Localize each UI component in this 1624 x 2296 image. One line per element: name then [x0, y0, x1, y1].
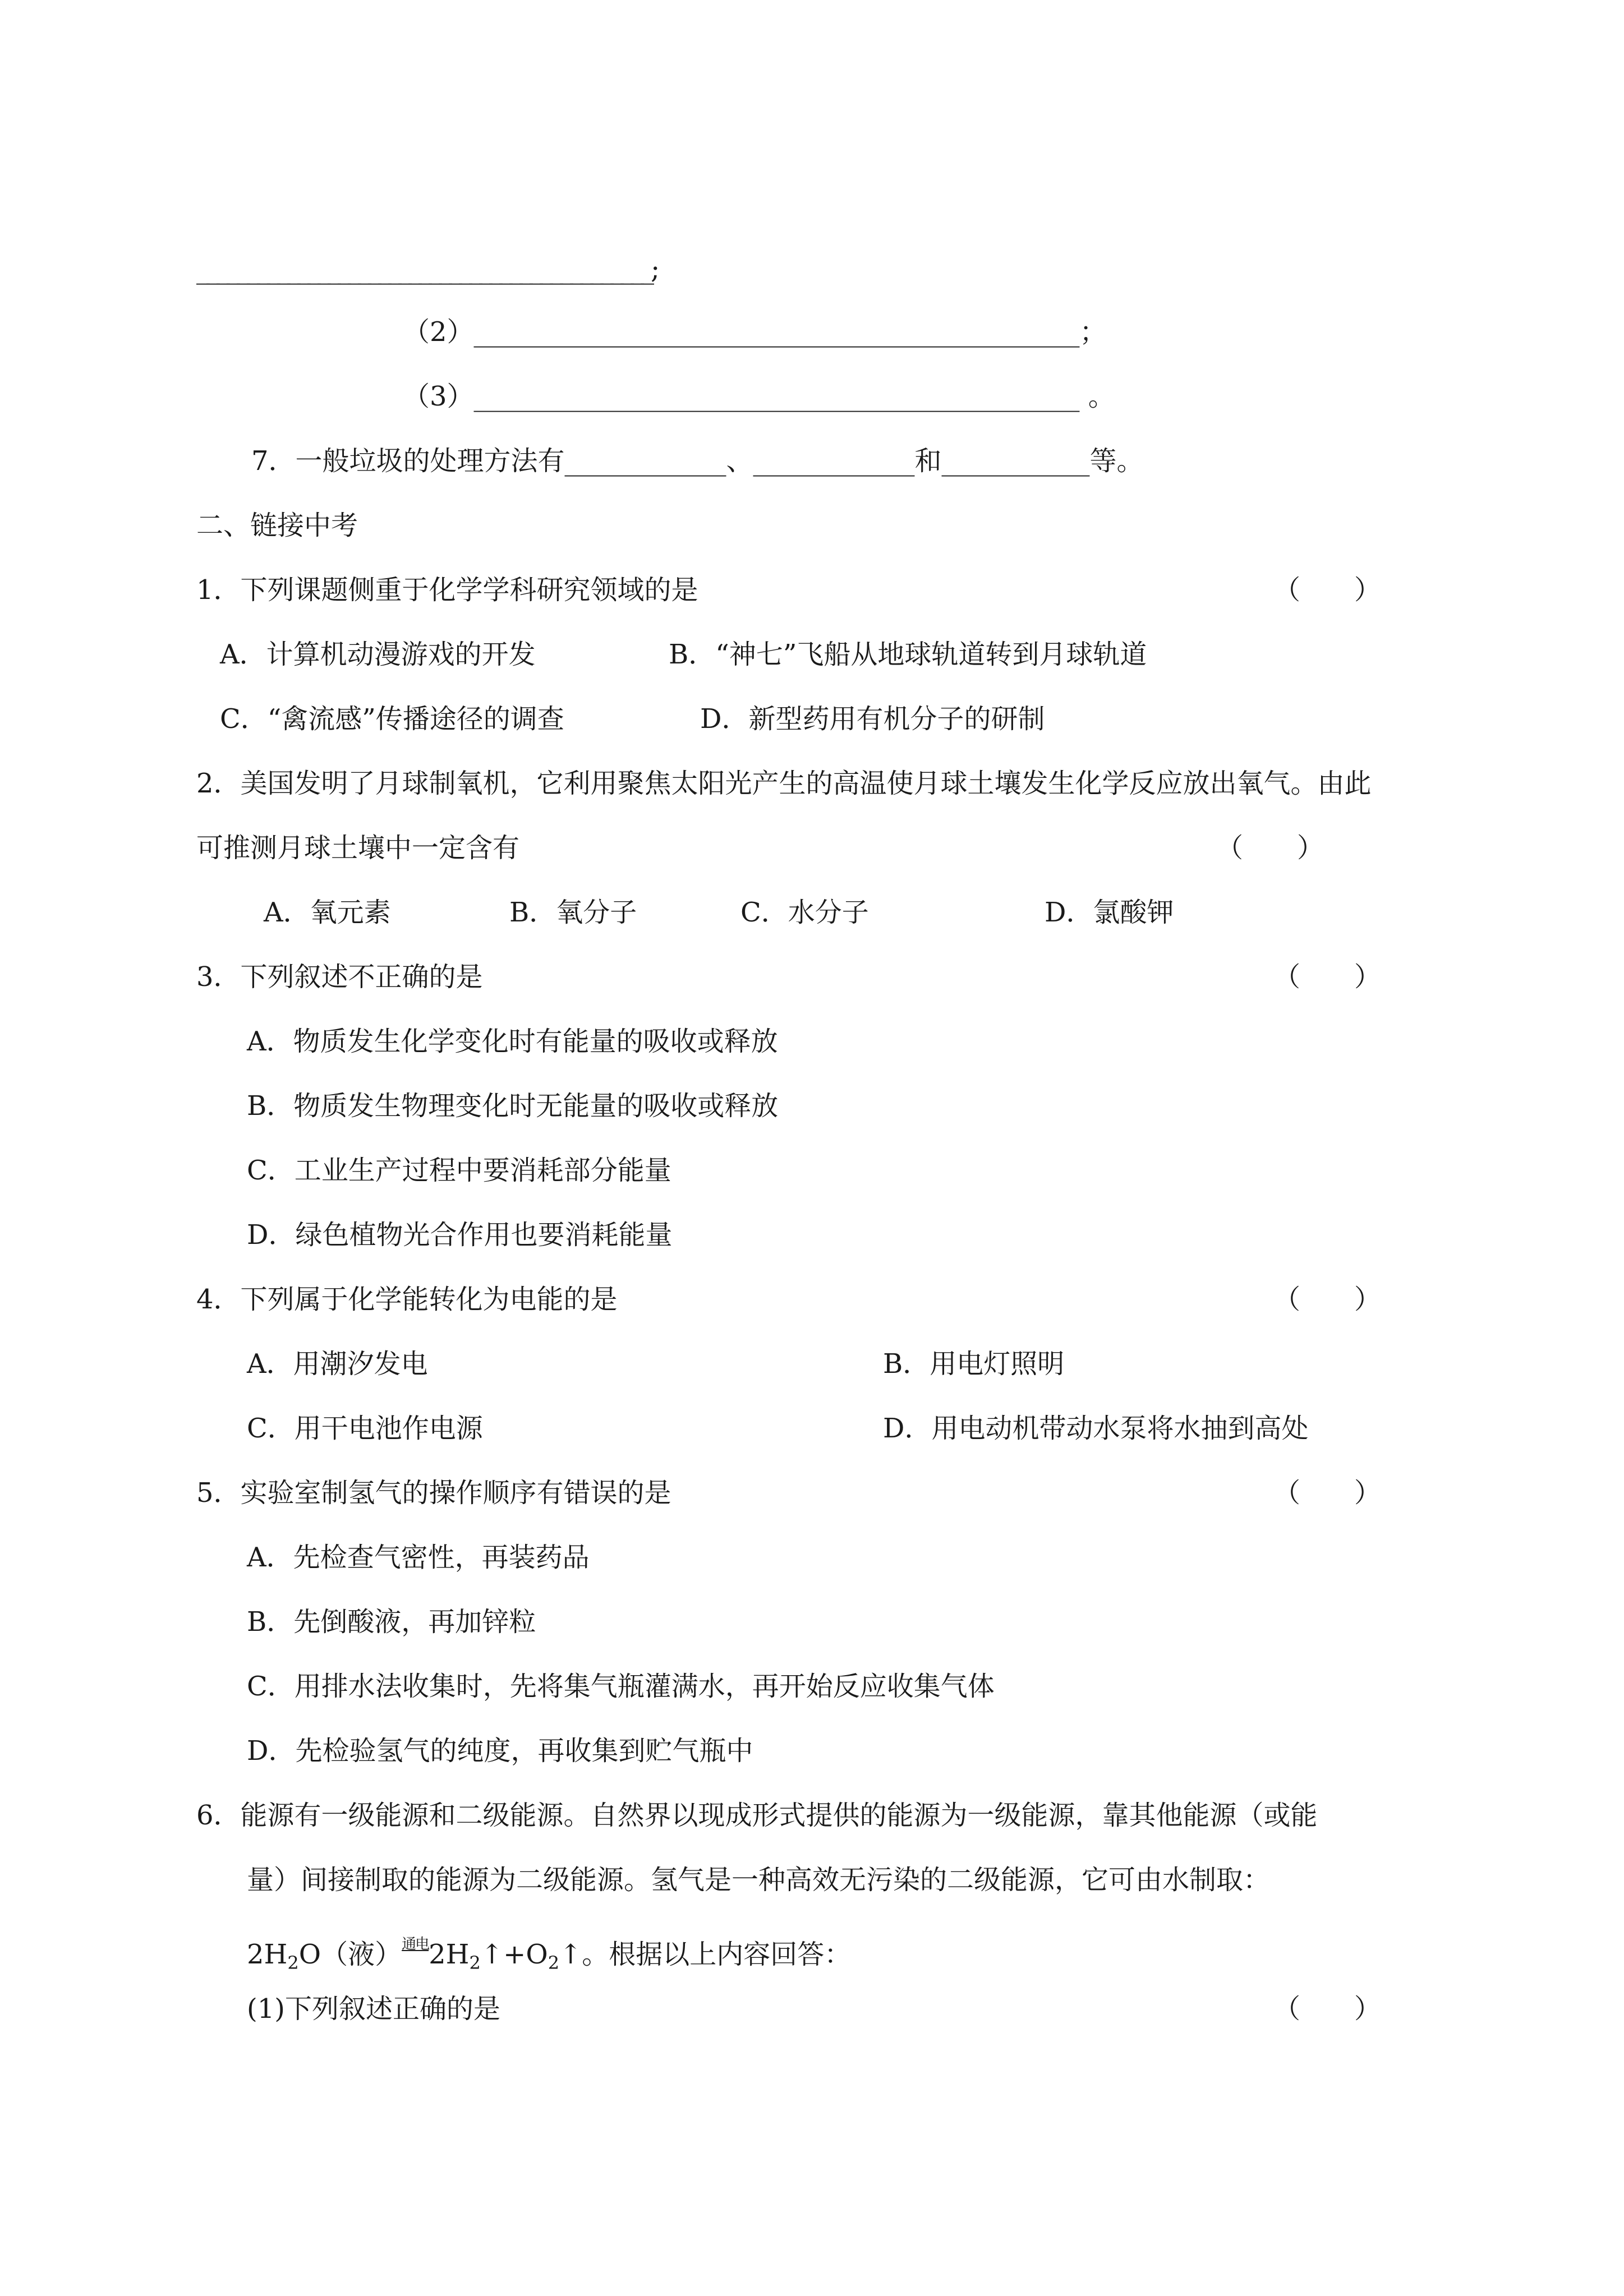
question-7: 7．一般垃圾的处理方法有____________、____________和___________等。 — [251, 445, 1144, 477]
question-4-stem: 4．下列属于化学能转化为电能的是 — [196, 1284, 618, 1315]
reaction-condition: 通电 — [402, 1936, 429, 1953]
question-5-option-c: C．用排水法收集时，先将集气瓶灌满水，再开始反应收集气体 — [247, 1671, 995, 1702]
question-3-answer-paren: （ ） — [1273, 961, 1382, 993]
question-5-option-b: B．先倒酸液，再加锌粒 — [247, 1606, 536, 1638]
question-2-option-c: C．水分子 — [740, 897, 869, 928]
question-5-answer-paren: （ ） — [1273, 1477, 1382, 1509]
section-title: 二、链接中考 — [196, 510, 358, 541]
equation-part: 2H — [247, 1939, 288, 1970]
question-6-subquestion-1: (1)下列叙述正确的是 — [247, 1993, 500, 2025]
question-1-option-b: B．“神七”飞船从地球轨道转到月球轨道 — [669, 639, 1147, 670]
question-4-option-d: D．用电动机带动水泵将水抽到高处 — [883, 1413, 1309, 1444]
question-4-option-a: A．用潮汐发电 — [247, 1348, 428, 1380]
question-3-option-a: A．物质发生化学变化时有能量的吸收或释放 — [247, 1026, 778, 1057]
question-2-answer-paren: （ ） — [1216, 832, 1324, 864]
question-2-option-b: B．氧分子 — [509, 897, 637, 928]
equation-part: ↑。根据以上内容回答： — [559, 1939, 852, 1970]
question-1-option-d: D．新型药用有机分子的研制 — [700, 703, 1045, 735]
question-4-option-b: B．用电灯照明 — [883, 1348, 1065, 1380]
equation-part: ↑+O — [480, 1939, 548, 1970]
question-3-option-b: B．物质发生物理变化时无能量的吸收或释放 — [247, 1090, 779, 1122]
question-2-stem: 2．美国发明了月球制氧机，它利用聚焦太阳光产生的高温使月球土壤发生化学反应放出氧气。由此 — [196, 768, 1372, 799]
answer-blank-3: （3）_____________________________________________ 。 — [403, 381, 1115, 412]
question-4-option-c: C．用干电池作电源 — [247, 1413, 483, 1444]
question-3-option-c: C．工业生产过程中要消耗部分能量 — [247, 1155, 671, 1186]
question-4-answer-paren: （ ） — [1273, 1284, 1382, 1315]
answer-blank-2: （2）_____________________________________________； — [403, 316, 1107, 348]
question-6-stem: 6．能源有一级能源和二级能源。自然界以现成形式提供的能源为一级能源，靠其他能源（或能 — [196, 1800, 1318, 1831]
question-1-option-c: C．“禽流感”传播途径的调查 — [220, 703, 564, 735]
question-2-stem-cont: 可推测月球土壤中一定含有 — [196, 832, 520, 864]
question-5-stem: 5．实验室制氢气的操作顺序有错误的是 — [196, 1477, 671, 1509]
question-2-option-d: D．氯酸钾 — [1045, 897, 1174, 928]
equation-subscript: 2 — [287, 1952, 299, 1974]
question-6-stem-cont: 量）间接制取的能源为二级能源。氢气是一种高效无污染的二级能源，它可由水制取： — [247, 1864, 1271, 1896]
equation-subscript: 2 — [469, 1952, 481, 1974]
question-3-stem: 3．下列叙述不正确的是 — [196, 961, 483, 993]
equation-part: O（液） — [298, 1939, 402, 1970]
answer-blank-1: _____________________________________________; — [196, 253, 657, 285]
question-1-option-a: A．计算机动漫游戏的开发 — [220, 639, 536, 670]
question-1-answer-paren: （ ） — [1273, 574, 1382, 606]
electrolysis-equation — [247, 1926, 851, 1981]
question-5-option-d: D．先检验氢气的纯度，再收集到贮气瓶中 — [247, 1735, 753, 1767]
equation-part: 2H — [429, 1939, 470, 1970]
question-2-option-a: A．氧元素 — [264, 897, 391, 928]
question-3-option-d: D．绿色植物光合作用也要消耗能量 — [247, 1219, 673, 1251]
question-1-stem: 1．下列课题侧重于化学学科研究领域的是 — [196, 574, 698, 606]
equation-subscript: 2 — [548, 1952, 560, 1974]
question-5-option-a: A．先检查气密性，再装药品 — [247, 1542, 590, 1573]
question-6-answer-paren: （ ） — [1273, 1993, 1382, 2025]
